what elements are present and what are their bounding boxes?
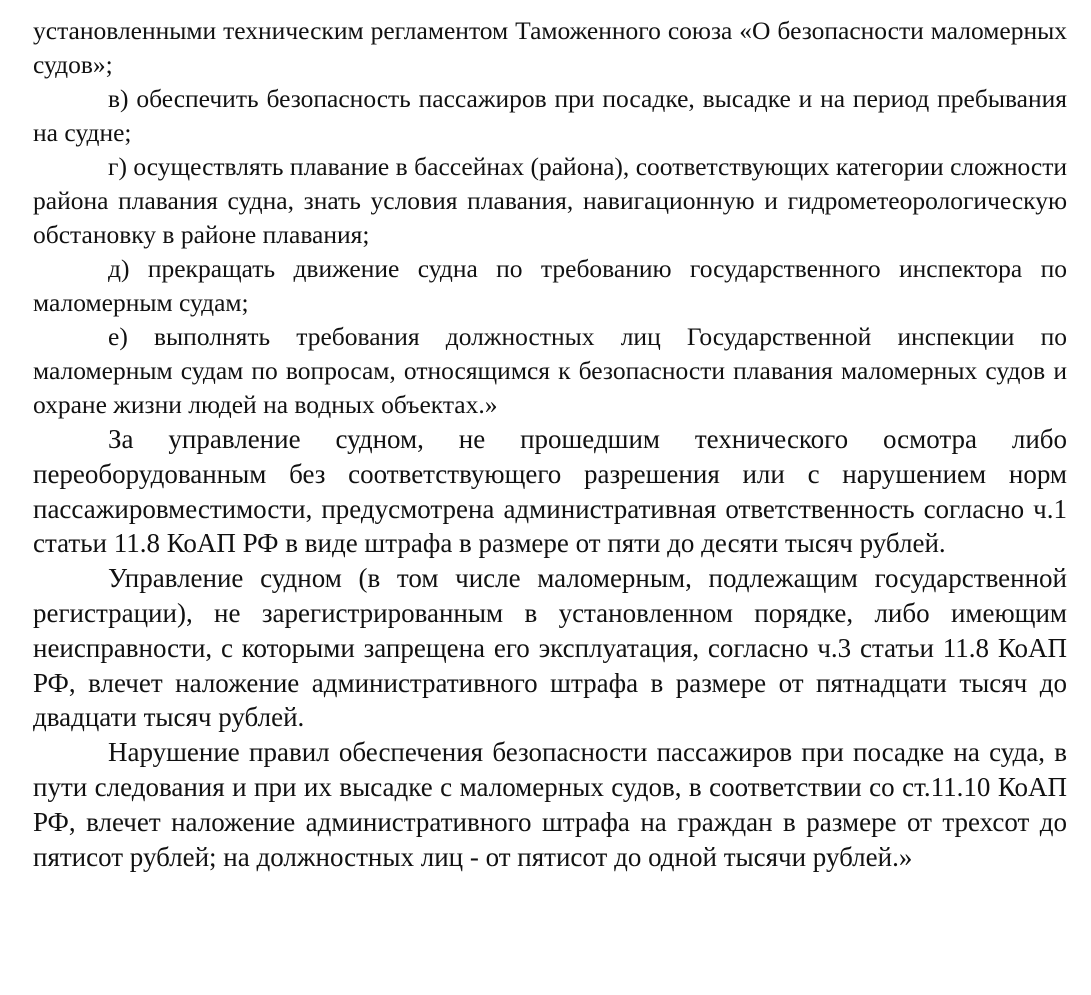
paragraph-item-v: в) обеспечить безопасность пассажиров при посадке, высадке и на период пребывания на судне; [33, 84, 1067, 147]
paragraph-unregistered-vessel: Управление судном (в том числе маломерным, подлежащим государственной регистрации), не зарегистрированным в установленном порядке, либо имеющим неисправности, с которыми запрещена его эксплуатация, согласно ч.3 статьи 11.8 КоАП РФ, влечет наложение административного штрафа в размере от пятнадцати тысяч до двадцати тысяч рублей. [33, 563, 1067, 733]
paragraph-continuation: установленными техническим регламентом Таможенного союза «О безопасности маломерных судов»; [33, 16, 1067, 79]
paragraph-passenger-safety: Нарушение правил обеспечения безопасности пассажиров при посадке на суда, в пути следования и при их высадке с маломерных судов, в соответствии со ст.11.10 КоАП РФ, влечет наложение административного штрафа на граждан в размере от трехсот до пятисот рублей; на должностных лиц - от пятисот до одной тысячи рублей.» [33, 737, 1067, 872]
paragraph-item-d: д) прекращать движение судна по требованию государственного инспектора по маломерным судам; [33, 254, 1067, 317]
paragraph-item-g: г) осуществлять плавание в бассейнах (района), соответствующих категории сложности района плавания судна, знать условия плавания, навигационную и гидрометеорологическую обстановку в районе плавания; [33, 152, 1067, 249]
document-page [33, 14, 1067, 874]
paragraph-item-e: е) выполнять требования должностных лиц Государственной инспекции по маломерным судам по вопросам, относящимся к безопасности плавания маломерных судов и охране жизни людей на водных объектах.» [33, 322, 1067, 419]
paragraph-technical-inspection: За управление судном, не прошедшим технического осмотра либо переоборудованным без соответствующего разрешения или с нарушением норм пассажировместимости, предусмотрена административная ответственность согласно ч.1 статьи 11.8 КоАП РФ в виде штрафа в размере от пяти до десяти тысяч рублей. [33, 424, 1067, 559]
